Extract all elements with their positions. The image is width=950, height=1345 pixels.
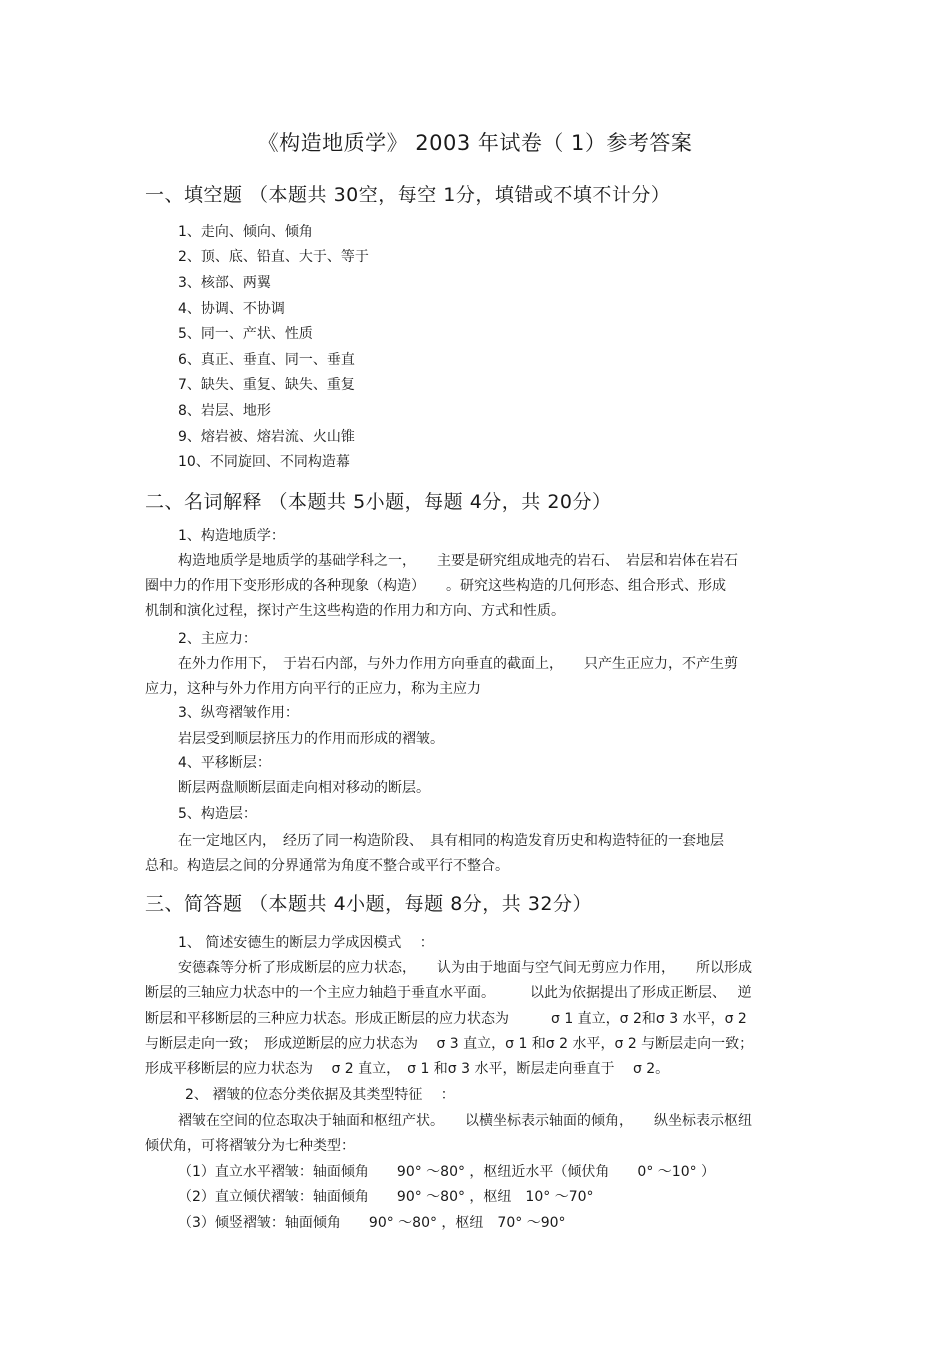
paragraph-line: 形成平移断层的应力状态为 σ 2 直立， σ 1 和σ 3 水平，断层走向垂直于 σ 2。 (145, 1061, 670, 1077)
page-title: 《构造地质学》 2003 年试卷（ 1）参考答案 (257, 131, 693, 155)
section-heading-definitions: 二、名词解释 （本题共 5小题，每题 4分，共 20分） (145, 491, 612, 513)
list-item: 1、走向、倾向、倾角 (178, 224, 313, 240)
list-item: 4、协调、不协调 (178, 301, 285, 317)
paragraph-line: 与断层走向一致； 形成逆断层的应力状态为 σ 3 直立，σ 1 和σ 2 水平，σ 2 与断层走向一致； (145, 1036, 754, 1052)
paragraph-line: 圈中力的作用下变形形成的各种现象（构造） 。研究这些构造的几何形态、组合形式、形成 (145, 578, 726, 594)
list-item: 2、顶、底、铅直、大于、等于 (178, 249, 369, 265)
list-item: 10、不同旋回、不同构造幕 (178, 454, 350, 470)
paragraph-line: 总和。构造层之间的分界通常为角度不整合或平行不整合。 (145, 858, 509, 874)
paragraph-line: 应力，这种与外力作用方向平行的正应力，称为主应力 (145, 681, 481, 697)
list-item: 6、真正、垂直、同一、垂直 (178, 352, 355, 368)
paragraph-line: 构造地质学是地质学的基础学科之一， 主要是研究组成地壳的岩石、 岩层和岩体在岩石 (178, 553, 738, 569)
list-item: 3、核部、两翼 (178, 275, 271, 291)
paragraph-line: 机制和演化过程，探讨产生这些构造的作用力和方向、方式和性质。 (145, 603, 565, 619)
paragraph-line: 断层两盘顺断层面走向相对移动的断层。 (178, 780, 430, 796)
term-title: 4、平移断层： (178, 755, 271, 771)
fold-type-item: （3）倾竖褶皱：轴面倾角 90° ～80° ，枢纽 70° ～90° (178, 1215, 566, 1231)
term-title: 3、纵弯褶皱作用： (178, 705, 299, 721)
paragraph-line: 断层和平移断层的三种应力状态。形成正断层的应力状态为 σ 1 直立，σ 2和σ 3 水平，σ 2 (145, 1011, 747, 1027)
fold-type-item: （1）直立水平褶皱：轴面倾角 90° ～80° ，枢纽近水平（倾伏角 0° ～10° ） (178, 1164, 716, 1180)
section-heading-fill-blanks: 一、填空题 （本题共 30空，每空 1分，填错或不填不计分） (145, 184, 671, 206)
list-item: 5、同一、产状、性质 (178, 326, 313, 342)
term-title: 2、主应力： (178, 631, 257, 647)
paragraph-line: 岩层受到顺层挤压力的作用而形成的褶皱。 (178, 731, 444, 747)
term-title: 1、构造地质学： (178, 528, 285, 544)
list-item: 9、熔岩被、熔岩流、火山锥 (178, 429, 355, 445)
paragraph-line: 倾伏角，可将褶皱分为七种类型： (145, 1138, 355, 1154)
question-title: 1、 简述安德生的断层力学成因模式 ： (178, 935, 434, 951)
paragraph-line: 安德森等分析了形成断层的应力状态， 认为由于地面与空气间无剪应力作用， 所以形成 (178, 960, 752, 976)
paragraph-line: 在外力作用下， 于岩石内部，与外力作用方向垂直的截面上， 只产生正应力，不产生剪 (178, 656, 738, 672)
question-title: 2、 褶皱的位态分类依据及其类型特征 ： (185, 1087, 455, 1103)
section-heading-short-answer: 三、简答题 （本题共 4小题，每题 8分，共 32分） (145, 893, 593, 915)
paragraph-line: 在一定地区内， 经历了同一构造阶段、 具有相同的构造发育历史和构造特征的一套地层 (178, 833, 724, 849)
term-title: 5、构造层： (178, 806, 257, 822)
list-item: 8、岩层、地形 (178, 403, 271, 419)
paragraph-line: 断层的三轴应力状态中的一个主应力轴趋于垂直水平面。 以此为依据提出了形成正断层、 逆 (145, 985, 752, 1001)
paragraph-line: 褶皱在空间的位态取决于轴面和枢纽产状。 以横坐标表示轴面的倾角， 纵坐标表示枢纽 (178, 1113, 752, 1129)
fold-type-item: （2）直立倾伏褶皱：轴面倾角 90° ～80° ，枢纽 10° ～70° (178, 1189, 594, 1205)
list-item: 7、缺失、重复、缺失、重复 (178, 377, 355, 393)
